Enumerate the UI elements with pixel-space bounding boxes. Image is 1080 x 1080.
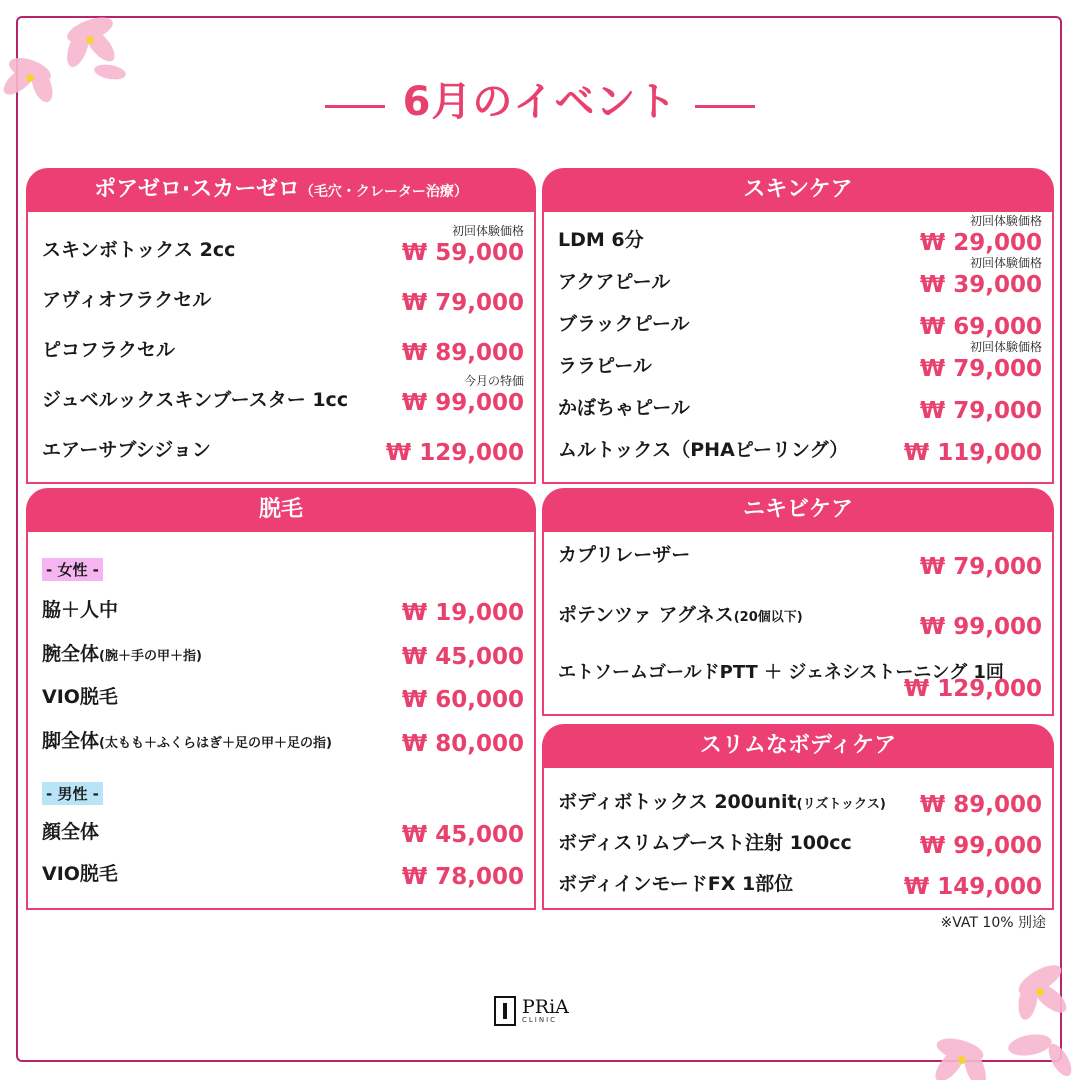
item-name: アヴィオフラクセル <box>42 289 212 311</box>
flower-decoration-bottom-right <box>910 950 1080 1080</box>
item-name-text: ボディボトックス 200unit <box>558 791 797 813</box>
panel-pore-subtitle: （毛穴・クレーター治療） <box>299 184 468 200</box>
item-detail: (20個以下) <box>733 610 803 625</box>
item-note: 初回体験価格 <box>969 214 1042 228</box>
item-name-text: ボディスリムブースト注射 100cc <box>558 832 852 854</box>
item-name <box>42 817 99 844</box>
item-price: ₩ 80,000 <box>401 731 524 757</box>
clinic-logo <box>494 996 569 1026</box>
item-note: 初回体験価格 <box>969 340 1042 354</box>
page-header <box>0 70 1080 127</box>
panel-skincare-title: スキンケア <box>743 177 853 202</box>
list-item <box>42 328 524 368</box>
title-line-left <box>325 105 385 108</box>
item-name <box>42 682 118 709</box>
panel-pore-title: ポアゼロ·スカーゼロ <box>94 177 300 202</box>
panel-pore-body <box>26 212 536 484</box>
item-name <box>558 540 690 567</box>
list-item <box>42 632 524 672</box>
list-item <box>558 780 1042 820</box>
item-price: ₩ 99,000 <box>919 833 1042 859</box>
male-tag: - 男性 - <box>42 782 103 805</box>
list-item <box>42 675 524 715</box>
list-item <box>558 532 1042 582</box>
panel-pore-header <box>26 168 536 212</box>
item-price: ₩ 69,000 <box>919 314 1042 340</box>
item-name-text: VIO脱毛 <box>42 863 118 885</box>
item-price: ₩ 78,000 <box>401 864 524 890</box>
panel-hair-body <box>26 532 536 910</box>
item-name: ララピール <box>558 355 652 377</box>
panel-body-care <box>542 724 1054 910</box>
female-tag: - 女性 - <box>42 558 103 581</box>
item-note: 今月の特価 <box>463 374 524 388</box>
item-price: ₩ 99,000 <box>401 390 524 416</box>
item-price: ₩ 39,000 <box>919 272 1042 298</box>
panel-hair-title: 脱毛 <box>258 497 303 522</box>
item-name: ピコフラクセル <box>42 339 176 361</box>
logo-icon <box>494 996 516 1026</box>
item-note: 初回体験価格 <box>969 256 1042 270</box>
item-name <box>42 859 118 886</box>
item-name-text: 顔全体 <box>42 821 100 843</box>
list-item <box>42 278 524 318</box>
item-name-text: 脇＋人中 <box>42 599 119 621</box>
list-item <box>558 650 1042 704</box>
list-item <box>42 374 524 418</box>
item-name-text: 腕全体 <box>42 643 100 665</box>
item-price: ₩ 60,000 <box>401 687 524 713</box>
list-item <box>558 256 1042 300</box>
list-item <box>558 214 1042 258</box>
item-name: スキンボトックス 2cc <box>42 239 236 261</box>
item-price: ₩ 149,000 <box>903 874 1042 900</box>
list-item <box>558 386 1042 426</box>
item-name: アクアピール <box>558 271 671 293</box>
list-item <box>42 428 524 468</box>
item-name-text: 脚全体 <box>42 730 100 752</box>
title-line-right <box>695 105 755 108</box>
logo-name: PRiA <box>522 996 569 1018</box>
item-name-text: VIO脱毛 <box>42 686 118 708</box>
panel-skincare-header <box>542 168 1054 212</box>
item-price: ₩ 29,000 <box>919 230 1042 256</box>
list-item <box>42 588 524 628</box>
logo-text <box>522 998 569 1024</box>
item-name: かぼちゃピール <box>558 397 690 419</box>
logo-sub: CLINIC <box>522 1016 558 1024</box>
item-detail: (リズトックス) <box>796 797 886 812</box>
item-name-text: ボディインモードFX 1部位 <box>558 873 794 895</box>
item-name <box>558 600 803 627</box>
item-name-text: エトソームゴールドPTT ＋ ジェネシストーニング 1回 <box>558 662 1004 683</box>
list-item <box>558 340 1042 384</box>
item-detail: (腕＋手の甲＋指) <box>99 649 202 664</box>
panel-body-title: スリムなボディケア <box>699 733 897 758</box>
item-price: ₩ 45,000 <box>401 822 524 848</box>
item-price: ₩ 45,000 <box>401 644 524 670</box>
item-price: ₩ 19,000 <box>401 600 524 626</box>
item-price: ₩ 129,000 <box>385 440 524 466</box>
list-item <box>558 821 1042 861</box>
page-title: 6月のイベント <box>402 79 678 125</box>
item-price: ₩ 79,000 <box>919 356 1042 382</box>
item-name <box>558 787 886 814</box>
item-price: ₩ 79,000 <box>919 398 1042 424</box>
list-item <box>558 302 1042 342</box>
item-price: ₩ 119,000 <box>903 440 1042 466</box>
item-note: 初回体験価格 <box>451 224 524 238</box>
item-name <box>42 595 118 622</box>
list-item <box>42 719 524 759</box>
list-item <box>42 810 524 850</box>
item-name: エアーサブシジョン <box>42 439 211 461</box>
item-name <box>42 726 332 753</box>
panel-pore <box>26 168 536 484</box>
list-item <box>42 224 524 268</box>
item-price: ₩ 89,000 <box>401 340 524 366</box>
list-item <box>558 592 1042 642</box>
panel-acne-header <box>542 488 1054 532</box>
list-item <box>42 852 524 892</box>
item-price: ₩ 129,000 <box>903 676 1042 702</box>
panel-hair-removal <box>26 488 536 910</box>
item-name-text: カプリレーザー <box>558 544 691 566</box>
item-name: ブラックピール <box>558 313 690 335</box>
item-name <box>558 828 852 855</box>
panel-body-body <box>542 768 1054 910</box>
panel-acne-body <box>542 532 1054 716</box>
panel-acne <box>542 488 1054 716</box>
item-name-text: ポテンツァ アグネス <box>558 604 734 626</box>
item-name: LDM 6分 <box>558 229 644 251</box>
item-detail: (太もも＋ふくらはぎ＋足の甲＋足の指) <box>99 736 332 751</box>
item-name <box>42 639 202 666</box>
list-item <box>558 862 1042 902</box>
item-price: ₩ 79,000 <box>919 554 1042 580</box>
item-name: ジュベルックスキンブースター 1cc <box>42 389 349 411</box>
list-item <box>558 428 1042 468</box>
item-name <box>558 869 793 896</box>
item-price: ₩ 79,000 <box>401 290 524 316</box>
item-name: ムルトックス（PHAピーリング） <box>558 439 849 461</box>
panel-acne-title: ニキビケア <box>742 497 853 522</box>
panel-skincare-body <box>542 212 1054 484</box>
panel-skincare <box>542 168 1054 484</box>
panel-hair-header <box>26 488 536 532</box>
item-price: ₩ 59,000 <box>401 240 524 266</box>
item-price: ₩ 99,000 <box>919 614 1042 640</box>
vat-note: ※VAT 10% 別途 <box>940 915 1046 931</box>
panel-body-header <box>542 724 1054 768</box>
item-price: ₩ 89,000 <box>919 792 1042 818</box>
